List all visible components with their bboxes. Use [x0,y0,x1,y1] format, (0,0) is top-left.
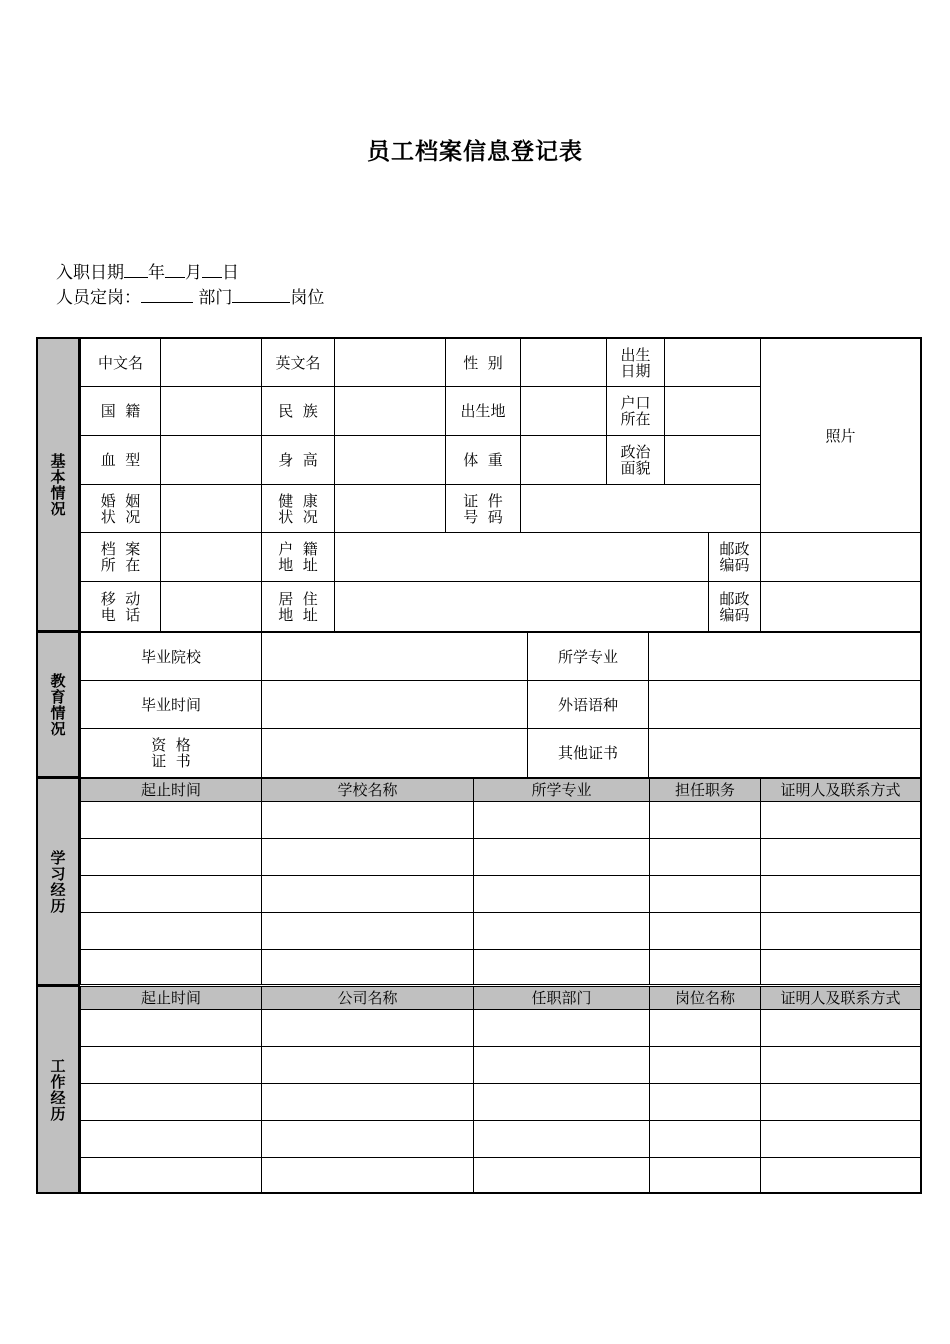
section-basic [36,337,80,632]
hire-date-label: 入职日期 [56,263,124,283]
section-study-label: 学习经历 [48,849,67,914]
dept-label: 部门 [198,288,233,308]
work-header-position: 岗位名称 [649,986,761,1010]
study-row-4-cell-3[interactable] [473,912,650,950]
marital-field[interactable] [160,484,262,533]
study-header-reference: 证明人及联系方式 [760,778,921,802]
work-row-3-cell-2[interactable] [261,1083,474,1121]
work-row-4-cell-4[interactable] [649,1120,761,1158]
work-row-3-cell-1[interactable] [80,1083,262,1121]
study-header-period: 起止时间 [80,778,262,802]
language-field[interactable] [648,680,921,729]
work-row-1-cell-1[interactable] [80,1009,262,1047]
nationality-field[interactable] [160,386,262,436]
health-label: 健 康 状 况 [261,484,335,533]
year-blank[interactable] [124,262,148,278]
birthplace-field[interactable] [520,386,607,436]
birthplace-label: 出生地 [445,386,521,436]
political-label: 政治 面貌 [606,435,665,485]
other-cert-label: 其他证书 [527,728,649,778]
study-row-2-cell-1[interactable] [80,838,262,876]
qualification-field[interactable] [261,728,528,778]
section-work [36,985,80,1194]
work-row-5-cell-4[interactable] [649,1157,761,1193]
study-row-5-cell-5[interactable] [760,949,921,985]
weight-label: 体 重 [445,435,521,485]
gender-label: 性 别 [445,338,521,387]
weight-field[interactable] [520,435,607,485]
height-field[interactable] [334,435,446,485]
study-row-3-cell-2[interactable] [261,875,474,913]
birth-date-field[interactable] [664,338,761,387]
ethnicity-field[interactable] [334,386,446,436]
work-row-4-cell-1[interactable] [80,1120,262,1158]
archive-label: 档 案 所 在 [80,532,161,582]
study-header-role: 担任职务 [649,778,761,802]
work-row-1-cell-3[interactable] [473,1009,650,1047]
study-row-4-cell-2[interactable] [261,912,474,950]
postal-code-label-1: 邮政 编码 [708,532,761,582]
work-row-5-cell-3[interactable] [473,1157,650,1193]
major-field[interactable] [648,632,921,681]
english-name-field[interactable] [334,338,446,387]
school-label: 毕业院校 [80,632,262,681]
study-row-2-cell-5[interactable] [760,838,921,876]
section-study [36,777,80,986]
day-blank[interactable] [202,262,222,278]
work-row-4-cell-5[interactable] [760,1120,921,1158]
study-row-4-cell-4[interactable] [649,912,761,950]
id-number-label: 证 件 号 码 [445,484,521,533]
post-blank[interactable] [232,287,290,303]
gender-field[interactable] [520,338,607,387]
residence-field[interactable] [334,581,709,632]
mobile-label: 移 动 电 话 [80,581,161,632]
section-education-label: 教育情况 [48,672,67,737]
mobile-field[interactable] [160,581,262,632]
section-basic-label: 基本情况 [48,452,67,517]
position-label: 人员定岗： [56,288,141,308]
study-header-major: 所学专业 [473,778,650,802]
work-row-2-cell-4[interactable] [649,1046,761,1084]
study-row-1-cell-3[interactable] [473,801,650,839]
work-header-company: 公司名称 [261,986,474,1010]
work-row-4-cell-3[interactable] [473,1120,650,1158]
hukou-label: 户口 所在 [606,386,665,436]
study-row-4-cell-5[interactable] [760,912,921,950]
nationality-label: 国 籍 [80,386,161,436]
work-row-5-cell-1[interactable] [80,1157,262,1193]
postal-code-label-2: 邮政 编码 [708,581,761,632]
work-row-5-cell-2[interactable] [261,1157,474,1193]
id-number-field[interactable] [520,484,761,533]
height-label: 身 高 [261,435,335,485]
hire-date-line [56,262,239,284]
health-field[interactable] [334,484,446,533]
blood-type-field[interactable] [160,435,262,485]
grad-time-label: 毕业时间 [80,680,262,729]
qualification-label: 资 格 证 书 [80,728,262,778]
study-row-1-cell-5[interactable] [760,801,921,839]
section-work-label: 工作经历 [48,1057,67,1122]
dept-blank[interactable] [141,287,193,303]
study-row-5-cell-1[interactable] [80,949,262,985]
study-row-2-cell-4[interactable] [649,838,761,876]
work-header-period: 起止时间 [80,986,262,1010]
work-row-3-cell-4[interactable] [649,1083,761,1121]
postal-code-field-1[interactable] [760,532,921,582]
other-cert-field[interactable] [648,728,921,778]
archive-field[interactable] [160,532,262,582]
study-row-2-cell-2[interactable] [261,838,474,876]
study-row-2-cell-3[interactable] [473,838,650,876]
study-row-1-cell-2[interactable] [261,801,474,839]
english-name-label: 英文名 [261,338,335,387]
hukou-field[interactable] [664,386,761,436]
chinese-name-label: 中文名 [80,338,161,387]
study-row-4-cell-1[interactable] [80,912,262,950]
work-row-2-cell-3[interactable] [473,1046,650,1084]
month-label: 月 [185,263,202,283]
photo-box[interactable]: 照片 [760,338,921,533]
study-row-5-cell-3[interactable] [473,949,650,985]
school-field[interactable] [261,632,528,681]
work-row-1-cell-5[interactable] [760,1009,921,1047]
study-row-3-cell-5[interactable] [760,875,921,913]
page-title: 员工档案信息登记表 [367,138,583,165]
study-row-3-cell-3[interactable] [473,875,650,913]
work-row-2-cell-1[interactable] [80,1046,262,1084]
day-label: 日 [222,263,239,283]
ethnicity-label: 民 族 [261,386,335,436]
study-row-3-cell-1[interactable] [80,875,262,913]
work-row-1-cell-4[interactable] [649,1009,761,1047]
position-line [56,287,324,309]
work-row-3-cell-3[interactable] [473,1083,650,1121]
month-blank[interactable] [165,262,185,278]
section-education [36,631,80,778]
work-row-4-cell-2[interactable] [261,1120,474,1158]
study-header-school: 学校名称 [261,778,474,802]
grad-time-field[interactable] [261,680,528,729]
work-row-1-cell-2[interactable] [261,1009,474,1047]
birth-date-label: 出生 日期 [606,338,665,387]
work-header-department: 任职部门 [473,986,650,1010]
study-row-1-cell-1[interactable] [80,801,262,839]
study-row-1-cell-4[interactable] [649,801,761,839]
post-label: 岗位 [290,288,325,308]
political-field[interactable] [664,435,761,485]
study-row-3-cell-4[interactable] [649,875,761,913]
work-row-3-cell-5[interactable] [760,1083,921,1121]
residence-label: 居 住 地 址 [261,581,335,632]
major-label: 所学专业 [527,632,649,681]
hukou-address-label: 户 籍 地 址 [261,532,335,582]
blood-type-label: 血 型 [80,435,161,485]
chinese-name-field[interactable] [160,338,262,387]
postal-code-field-2[interactable] [760,581,921,632]
language-label: 外语语种 [527,680,649,729]
study-row-5-cell-4[interactable] [649,949,761,985]
study-row-5-cell-2[interactable] [261,949,474,985]
work-row-2-cell-2[interactable] [261,1046,474,1084]
work-header-reference: 证明人及联系方式 [760,986,921,1010]
year-label: 年 [148,263,165,283]
hukou-address-field[interactable] [334,532,709,582]
work-row-5-cell-5[interactable] [760,1157,921,1193]
marital-label: 婚 姻 状 况 [80,484,161,533]
work-row-2-cell-5[interactable] [760,1046,921,1084]
